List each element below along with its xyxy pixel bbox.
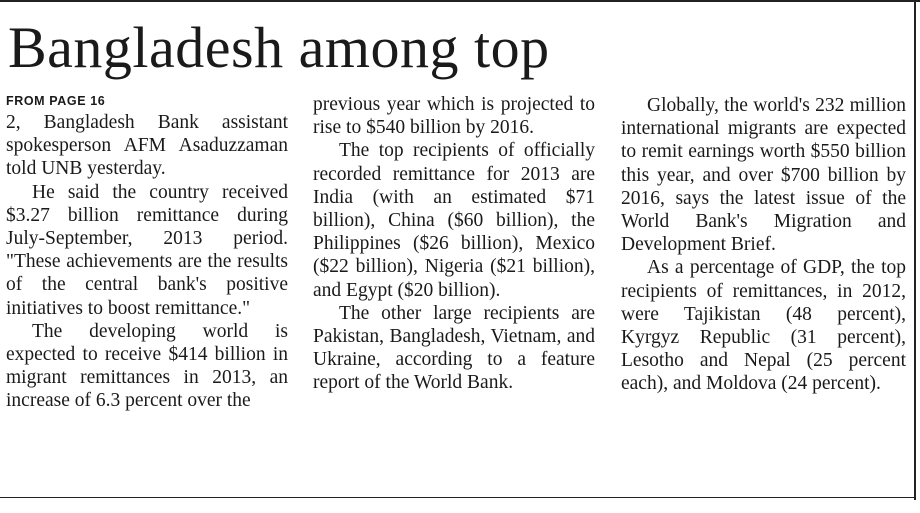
column-3 bbox=[621, 94, 906, 496]
paragraph: The developing world is expected to receive $414 billion in migrant remittances in 2013, an increase of 6.3 percent over the bbox=[6, 320, 288, 412]
paragraph: As a percentage of GDP, the top recipients of remittances, in 2012, were Tajikistan (48 percent), Kyrgyz Republic (31 percent), Lesotho and Nepal (25 percent each), and Moldova (24 percent). bbox=[621, 257, 906, 395]
paragraph: The top recipients of officially recorded remittance for 2013 are India (with an estimated $71 billion), China ($60 billion), the Philippines ($26 billion), Mexico ($22 billion), Nigeria ($21 billion), and Egypt ($20 billion). bbox=[313, 140, 595, 301]
jump-line: FROM PAGE 16 bbox=[6, 94, 106, 108]
paragraph: previous year which is projected to rise to $540 billion by 2016. bbox=[313, 94, 595, 139]
top-rule bbox=[0, 0, 920, 2]
column-2 bbox=[313, 93, 595, 495]
column-1 bbox=[6, 94, 288, 496]
bottom-rule bbox=[0, 497, 916, 498]
right-rule bbox=[914, 0, 916, 500]
paragraph: He said the country received $3.27 billion remittance during July-September, 2013 period. "These achievements are the results of the central bank's positive initiatives to boost remittance." bbox=[6, 181, 288, 319]
paragraph: 2, Bangladesh Bank assistant spokesperson AFM Asaduzzaman told UNB yesterday. bbox=[6, 112, 288, 180]
paragraph: The other large recipients are Pakistan, Bangladesh, Vietnam, and Ukraine, according to a feature report of the World Bank. bbox=[313, 302, 595, 394]
paragraph: Globally, the world's 232 million international migrants are expected to remit earnings worth $550 billion this year, and over $700 billion by 2016, says the latest issue of the World Bank's Migration and Development Brief. bbox=[621, 95, 906, 256]
headline: Bangladesh among top bbox=[8, 15, 550, 80]
